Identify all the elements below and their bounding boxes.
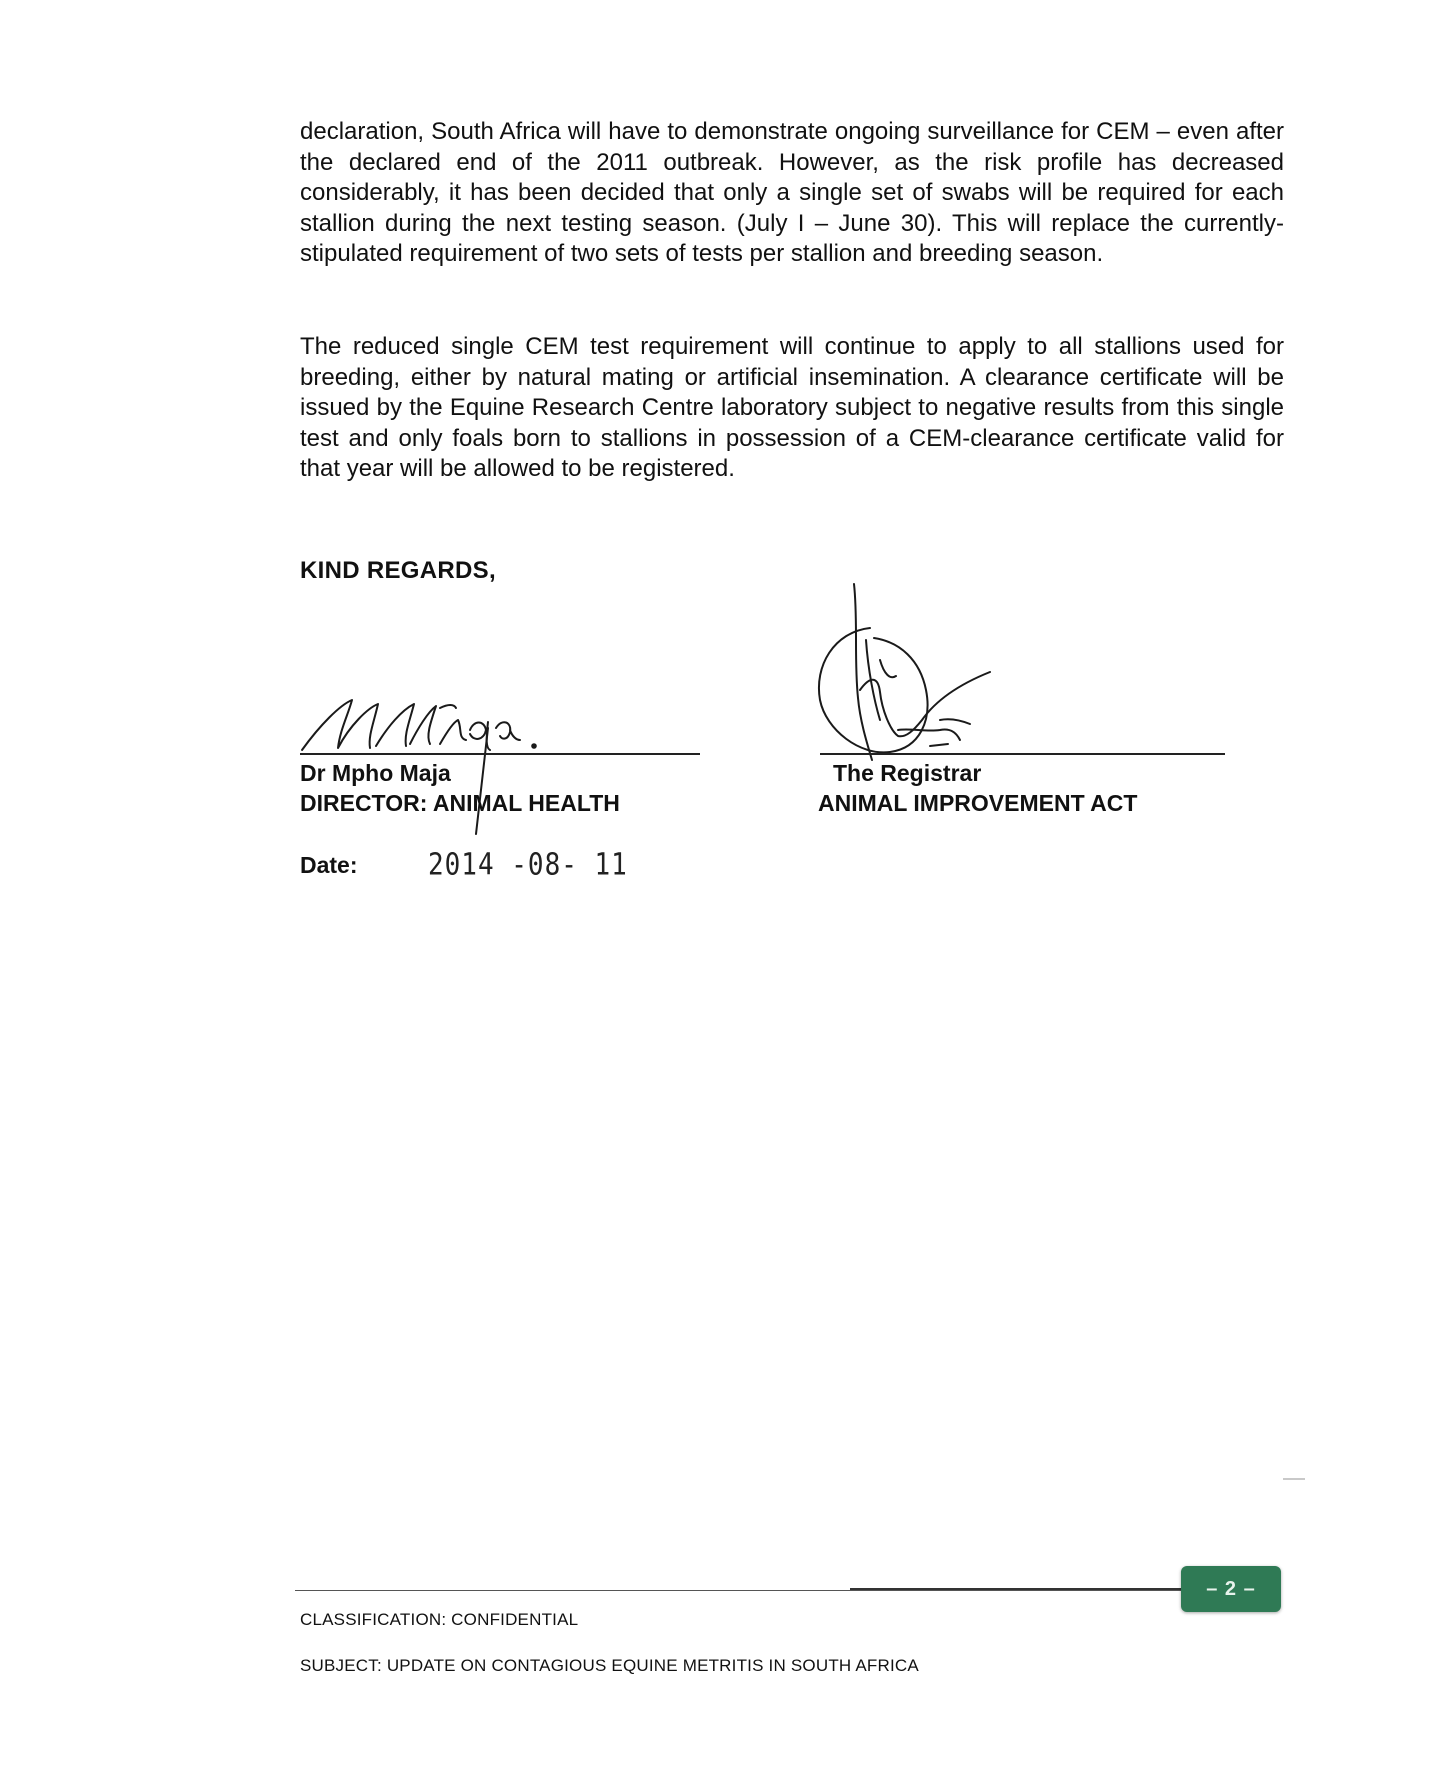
director-title: DIRECTOR: ANIMAL HEALTH: [300, 790, 620, 816]
body-paragraph-2: The reduced single CEM test requirement will continue to apply to all stallions used for breeding, either by natural mating or artificial insemination. A clearance certificate will be issued by the Equine Research Centre laboratory subject to negative results from this single test and only foals born to stallions in possession of a CEM-clearance certificate valid for that year will be allowed to be registered.: [300, 333, 1284, 482]
registrar-name: The Registrar: [833, 760, 982, 786]
date-label: Date:: [300, 852, 358, 878]
director-signature-line: [300, 753, 700, 755]
registrar-title: ANIMAL IMPROVEMENT ACT: [818, 790, 1138, 816]
footer-rule: [295, 1590, 1195, 1591]
closing-regards: KIND REGARDS,: [300, 557, 496, 584]
footer-rule-accent: [850, 1588, 1195, 1590]
date-stamp: 2014 -08- 11: [428, 848, 628, 883]
registrar-signature: [810, 580, 1010, 770]
footer-classification: CLASSIFICATION: CONFIDENTIAL: [300, 1610, 579, 1629]
registrar-signature-line: [820, 753, 1225, 755]
page-number-badge: – 2 –: [1181, 1566, 1281, 1612]
body-paragraph-1: declaration, South Africa will have to demonstrate ongoing surveillance for CEM – even after the declared end of the 2011 outbreak. However, as the risk profile has decreased considerably, it has been decided that only a single set of swabs will be required for each stallion during the next testing season. (July I – June 30). This will replace the currently-stipulated requirement of two sets of tests per stallion and breeding season.: [300, 118, 1284, 267]
director-name: Dr Mpho Maja: [300, 760, 451, 786]
footer-subject: SUBJECT: UPDATE ON CONTAGIOUS EQUINE METRITIS IN SOUTH AFRICA: [300, 1656, 919, 1675]
scan-mark: [1283, 1478, 1305, 1480]
